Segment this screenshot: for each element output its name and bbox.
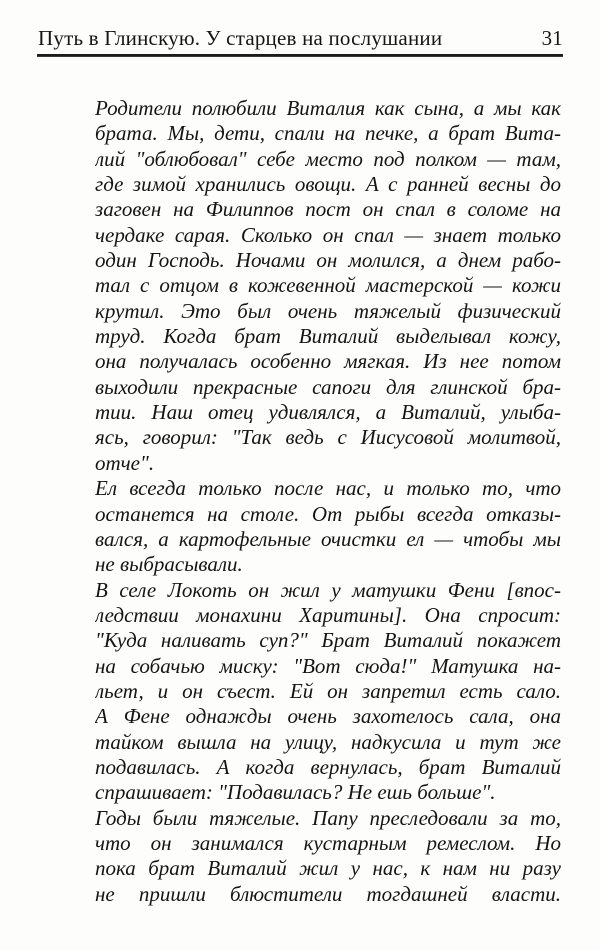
text-line: Ел всегда только после нас, и только то, что	[95, 476, 561, 501]
text-line: вался, а картофельные очистки ел — чтобы мы	[95, 526, 561, 551]
text-line: пока брат Виталий жил у нас, к нам ни разу	[95, 856, 561, 881]
text-line: льет, и он съест. Ей он запретил есть сало.	[95, 678, 561, 703]
text-line: тайком вышла на улицу, надкусила и тут же	[95, 729, 561, 754]
text-line: заговен на Филиппов пост он спал в соломе на	[95, 197, 561, 222]
text-line: не пришли блюстители тогдашней власти.	[95, 881, 561, 906]
text-line: останется на столе. От рыбы всегда отказы-	[95, 501, 561, 526]
text-line: один Господь. Ночами он молился, а днем рабо-	[95, 248, 561, 273]
text-line: тии. Наш отец удивлялся, а Виталий, улыба-	[95, 400, 561, 425]
text-line: она получалась особенно мягкая. Из нее потом	[95, 349, 561, 374]
text-line: чердаке сарая. Сколько он спал — знает только	[95, 222, 561, 247]
text-line: на собачью миску: "Вот сюда!" Матушка на-	[95, 653, 561, 678]
text-line: Родители полюбили Виталия как сына, а мы как	[95, 96, 561, 120]
text-line: спрашивает: "Подавилась? Не ешь больше".	[95, 780, 496, 805]
running-header-title: Путь в Глинскую. У старцев на послушании	[38, 26, 443, 50]
page-number: 31	[541, 26, 563, 50]
running-header	[38, 26, 563, 51]
header-rule	[37, 54, 563, 57]
text-line: крутил. Это был очень тяжелый физический	[95, 298, 561, 323]
text-line: где зимой хранились овощи. А с ранней весны до	[95, 172, 561, 197]
text-line: брата. Мы, дети, спали на печке, а брат Вита-	[95, 121, 561, 146]
page-body	[95, 96, 561, 907]
text-line: отче".	[95, 450, 155, 475]
text-line: ясь, говорил: "Так ведь с Иисусовой молитвой,	[95, 425, 561, 450]
text-line: лий "облюбовал" себе место под полком — там,	[95, 146, 561, 171]
text-line: В селе Локоть он жил у матушки Фени [впос-	[95, 577, 561, 602]
text-line: труд. Когда брат Виталий выделывал кожу,	[95, 324, 561, 349]
text-line: ледствии монахини Харитины]. Она спросит:	[95, 602, 561, 627]
text-line: А Фене однажды очень захотелось сала, она	[95, 704, 561, 729]
text-line: "Куда наливать суп?" Брат Виталий покажет	[95, 628, 561, 653]
text-line: что он занимался кустарным ремеслом. Но	[95, 830, 561, 855]
text-line: подавилась. А когда вернулась, брат Виталий	[95, 754, 561, 779]
text-line: Годы были тяжелые. Папу преследовали за то,	[95, 805, 561, 830]
text-line: выходили прекрасные сапоги для глинской бра-	[95, 374, 561, 399]
text-line: не выбрасывали.	[95, 552, 243, 577]
text-line: тал с отцом в кожевенной мастерской — кожи	[95, 273, 561, 298]
